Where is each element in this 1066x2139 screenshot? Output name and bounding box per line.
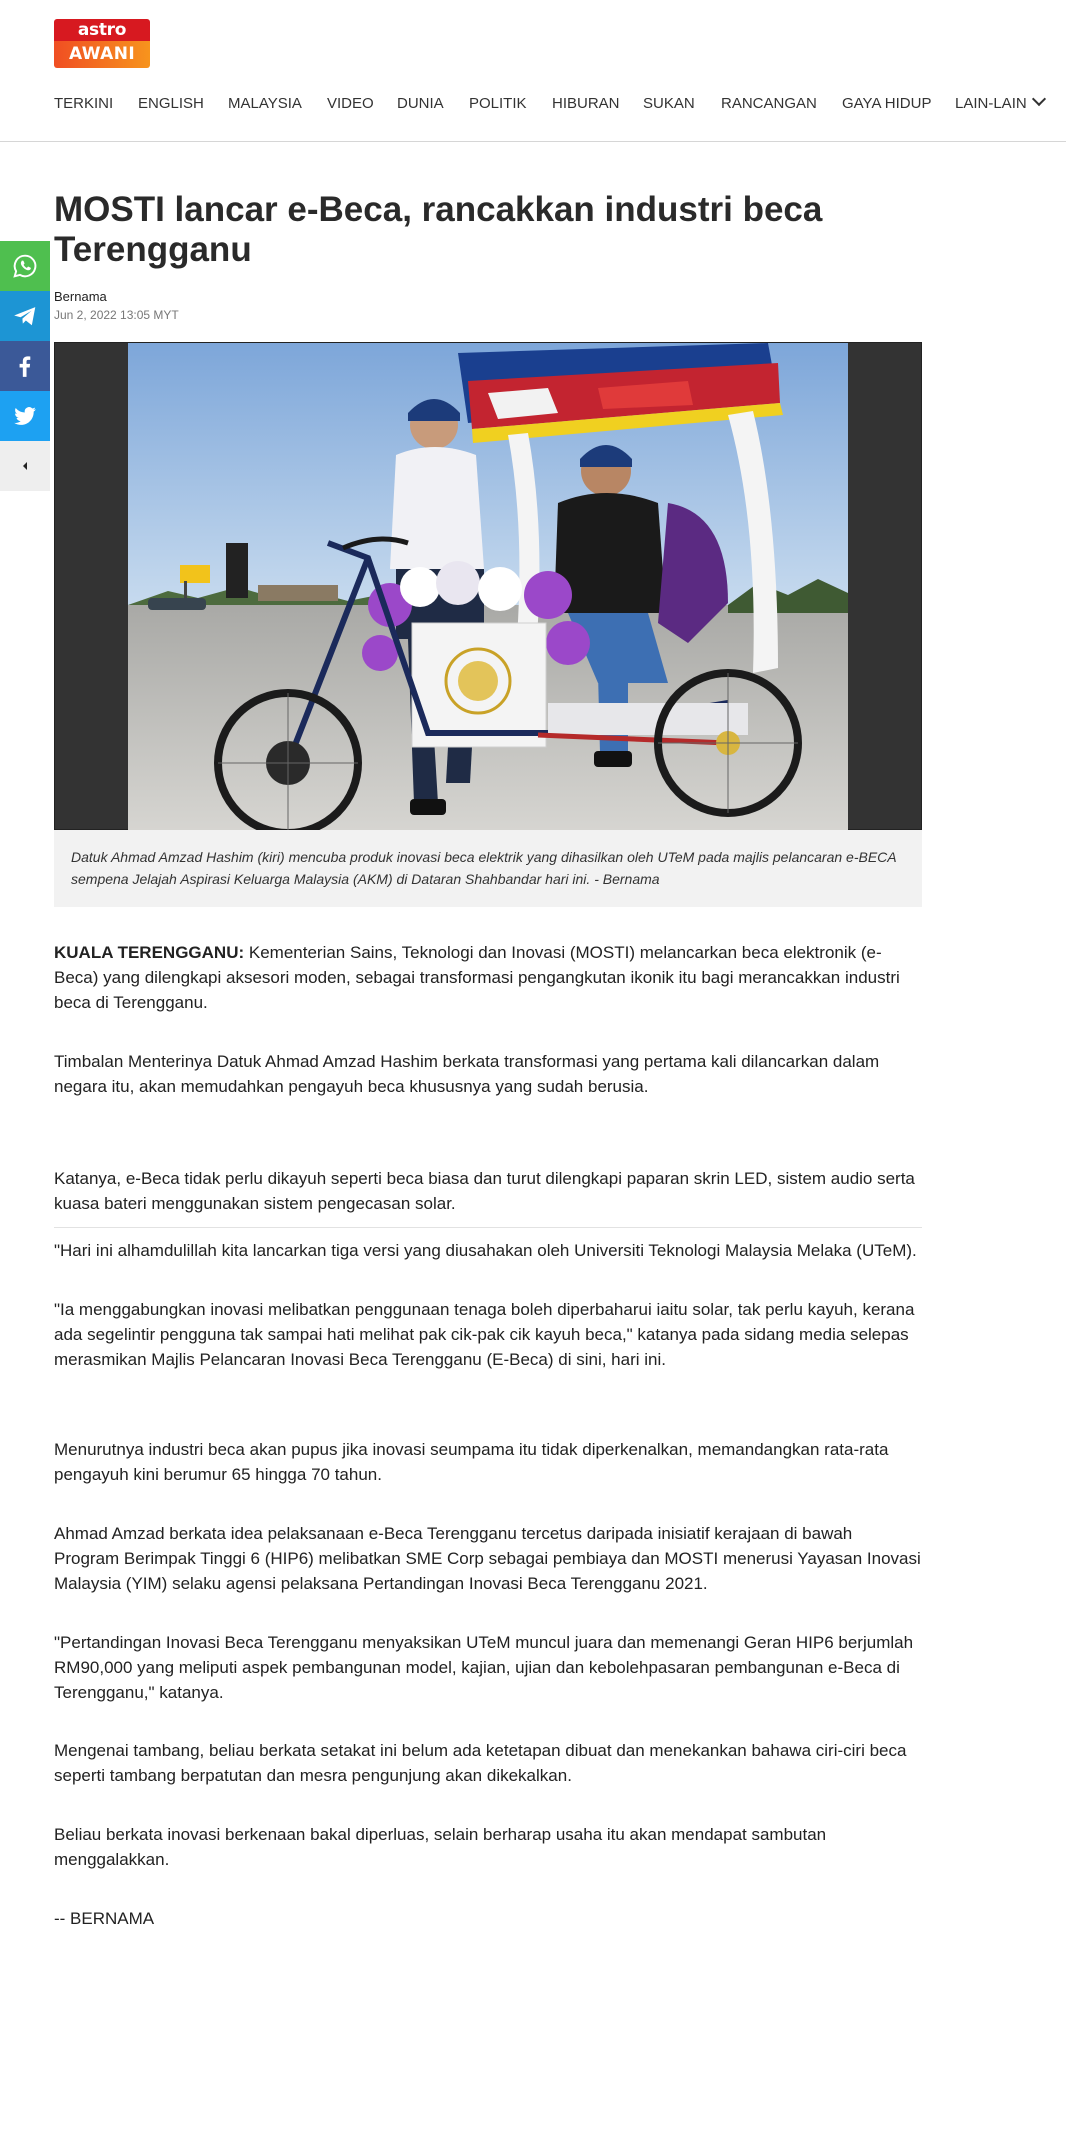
nav-item-hiburan[interactable]: HIBURAN	[552, 95, 620, 112]
nav-item-video[interactable]: VIDEO	[327, 95, 374, 112]
nav-item-terkini[interactable]: TERKINI	[54, 95, 114, 112]
nav-item-rancangan[interactable]: RANCANGAN	[721, 95, 817, 112]
main-nav	[0, 92, 1066, 116]
article-paragraph: Timbalan Menterinya Datuk Ahmad Amzad Hashim berkata transformasi yang pertama kali dilancarkan dalam negara itu, akan memudahkan pengayuh beca khususnya yang sudah berusia.	[54, 1052, 880, 1096]
site-header	[0, 0, 1066, 142]
paragraph-divider	[54, 1227, 922, 1228]
lead-location: KUALA TERENGGANU:	[54, 943, 245, 962]
nav-item-lain-lain[interactable]	[955, 92, 1044, 116]
nav-item-sukan[interactable]: SUKAN	[643, 95, 695, 112]
article-paragraph: Ahmad Amzad berkata idea pelaksanaan e-Beca Terengganu tercetus daripada inisiatif kerajaan di bawah Program Berimpak Tinggi 6 (HIP6) melibatkan SME Corp sebagai pembiaya dan MOSTI menerusi Yayasan Inovasi Malaysia (YIM) selaku agensi pelaksana Pertandingan Inovasi Beca Terengganu 2021.	[54, 1524, 921, 1593]
article-signoff: -- BERNAMA	[54, 1909, 155, 1928]
caret-left-icon	[17, 458, 33, 474]
nav-item-malaysia[interactable]: MALAYSIA	[228, 95, 302, 112]
article-paragraph: "Hari ini alhamdulillah kita lancarkan tiga versi yang diusahakan oleh Universiti Teknologi Malaysia Melaka (UTeM).	[54, 1241, 917, 1260]
photo-caption-box	[54, 830, 922, 907]
article-paragraph: "Ia menggabungkan inovasi melibatkan penggunaan tenaga boleh diperbaharui iaitu solar, tak perlu kayuh, kerana ada segelintir pengguna tak sampai hati melihat pak cik-pak cik kayuh beca," katanya pada sidang media selepas merasmikan Majlis Pelancaran Inovasi Beca Terengganu (E-Beca) di sini, hari ini.	[54, 1300, 915, 1369]
twitter-icon	[12, 403, 38, 429]
article-date: Jun 2, 2022 13:05 MYT	[54, 308, 179, 322]
nav-item-politik[interactable]: POLITIK	[469, 95, 527, 112]
telegram-icon	[12, 303, 38, 329]
share-twitter-button[interactable]	[0, 391, 50, 441]
share-bar-toggle-button[interactable]	[0, 441, 50, 491]
logo-text-top: astro	[54, 19, 150, 41]
chevron-down-icon	[1032, 92, 1046, 106]
article-paragraph: Katanya, e-Beca tidak perlu dikayuh seperti beca biasa dan turut dilengkapi paparan skrin LED, sistem audio serta kuasa bateri menggunakan sistem pengecasan solar.	[54, 1169, 915, 1213]
logo-text-bottom: AWANI	[54, 41, 150, 68]
nav-item-english[interactable]: ENGLISH	[138, 95, 204, 112]
facebook-icon	[12, 353, 38, 379]
article-paragraph: Beliau berkata inovasi berkenaan bakal diperluas, selain berharap usaha itu akan mendapat sambutan menggalakkan.	[54, 1825, 827, 1869]
astro-awani-logo[interactable]	[54, 19, 150, 68]
photo-caption: Datuk Ahmad Amzad Hashim (kiri) mencuba produk inovasi beca elektrik yang dihasilkan oleh UTeM pada majlis pelancaran e-BECA sempena Jelajah Aspirasi Keluarga Malaysia (AKM) di Dataran Shahbandar hari ini. - Bernama	[71, 849, 897, 887]
article-photo-frame	[54, 342, 922, 830]
share-facebook-button[interactable]	[0, 341, 50, 391]
share-telegram-button[interactable]	[0, 291, 50, 341]
article-lead-paragraph	[54, 940, 922, 1015]
share-whatsapp-button[interactable]	[0, 241, 50, 291]
nav-item-gaya-hidup[interactable]: GAYA HIDUP	[842, 95, 932, 112]
article-author[interactable]: Bernama	[54, 289, 107, 304]
article-title: MOSTI lancar e-Beca, rancakkan industri beca Terengganu	[54, 190, 823, 269]
nav-more-label: LAIN-LAIN	[955, 95, 1027, 112]
article-paragraph: Mengenai tambang, beliau berkata setakat ini belum ada ketetapan dibuat dan menekankan bahawa ciri-ciri beca seperti tambang berpatutan dan mesra pengunjung akan dikekalkan.	[54, 1741, 907, 1785]
article-photo	[128, 343, 848, 830]
article-paragraph: Menurutnya industri beca akan pupus jika inovasi seumpama itu tidak diperkenalkan, memandangkan rata-rata pengayuh kini berumur 65 hingga 70 tahun.	[54, 1440, 889, 1484]
article-paragraph: "Pertandingan Inovasi Beca Terengganu menyaksikan UTeM muncul juara dan memenangi Geran HIP6 berjumlah RM90,000 yang meliputi aspek pembangunan model, kajian, ujian dan kebolehpasaran pembangunan e-Beca di Terengganu," katanya.	[54, 1633, 914, 1702]
lead-text: Kementerian Sains, Teknologi dan Inovasi (MOSTI) melancarkan beca elektronik (e-Beca) yang dilengkapi aksesori moden, sebagai transformasi pengangkutan ikonik itu bagi merancakkan industri beca di Terengganu.	[54, 943, 900, 1012]
whatsapp-icon	[12, 253, 38, 279]
nav-item-dunia[interactable]: DUNIA	[397, 95, 444, 112]
